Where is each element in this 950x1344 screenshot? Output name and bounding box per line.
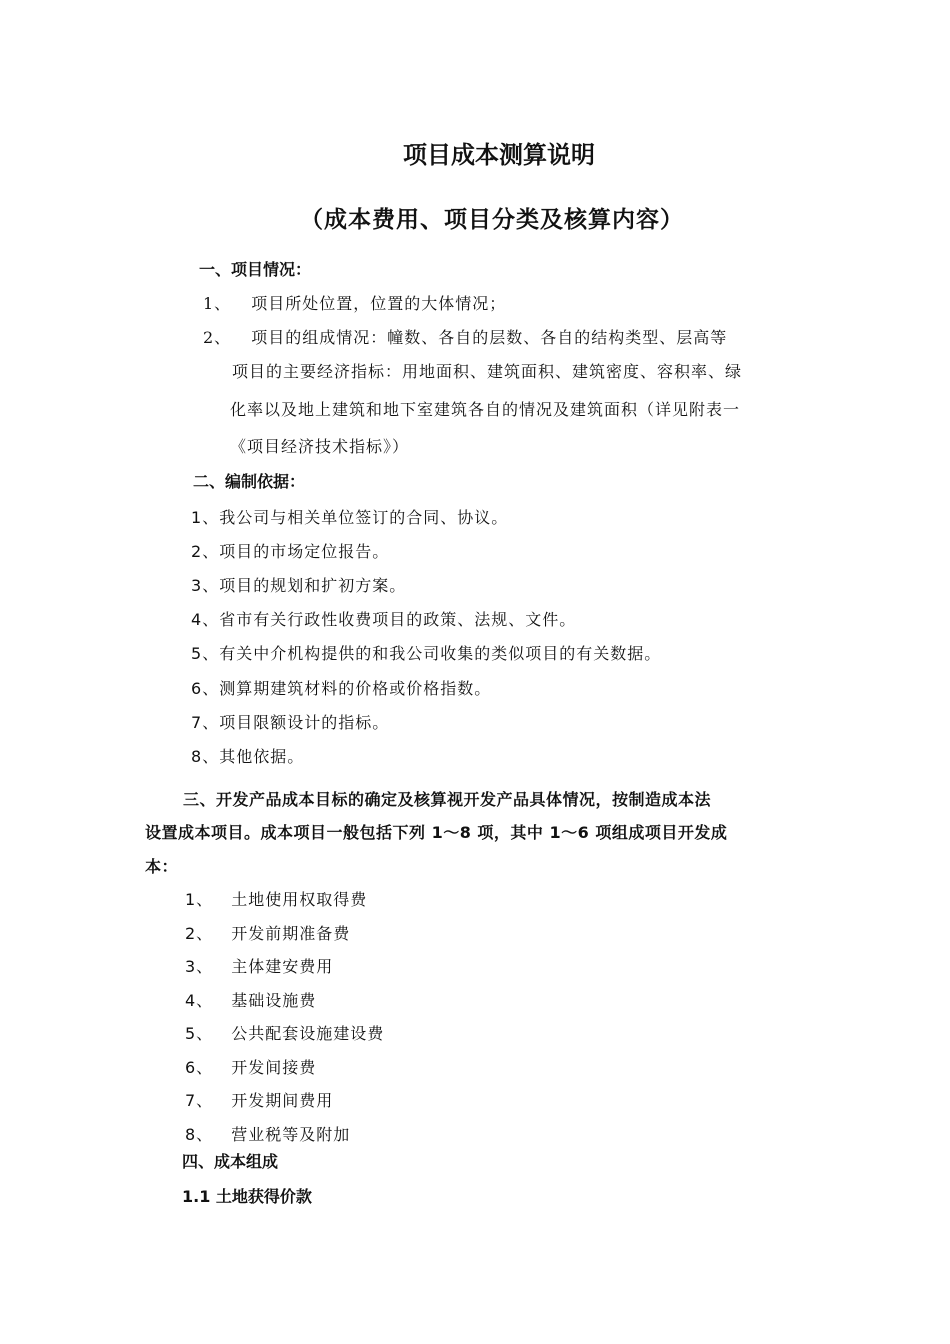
list-item: [191, 641, 661, 664]
list-item: [185, 887, 367, 910]
list-item: [191, 539, 389, 562]
item-number: 1、: [185, 890, 214, 909]
item-number: 2: [191, 542, 203, 561]
item-text: 项目的组成情况：幢数、各自的层数、各自的结构类型、层高等: [251, 328, 728, 347]
list-item: [191, 607, 576, 630]
item-number: 5、: [185, 1024, 214, 1043]
item-number: 8、: [185, 1125, 214, 1144]
page-title: 项目成本测算说明: [403, 141, 595, 169]
item-number: 4: [191, 610, 203, 629]
section3-line: 设置成本项目。成本项目一般包括下列 1～8 项，其中 1～6 项组成项目开发成: [145, 823, 728, 842]
item-text: 土地使用权取得费: [231, 890, 368, 909]
item-number: 2、: [185, 924, 214, 943]
item-text: 、其他依据。: [202, 747, 305, 766]
item-number: 6: [191, 679, 203, 698]
item-text: 开发期间费用: [231, 1091, 334, 1110]
list-item: [185, 1021, 384, 1044]
list-item: [185, 921, 350, 944]
item-text: 、项目的市场定位报告。: [202, 542, 390, 561]
item-number: 1、: [203, 294, 232, 313]
item-text: 公共配套设施建设费: [231, 1024, 385, 1043]
item-text: 项目所处位置，位置的大体情况；: [251, 294, 507, 313]
item-number: 3、: [185, 957, 214, 976]
item-text: 开发前期准备费: [231, 924, 351, 943]
section4-heading: 四、成本组成: [182, 1152, 279, 1171]
item-number: 1: [191, 508, 203, 527]
list-item: [185, 1088, 333, 1111]
paragraph-line: 项目的主要经济指标：用地面积、建筑面积、建筑密度、容积率、绿: [232, 362, 743, 381]
item-number: 2、: [203, 328, 232, 347]
paragraph-line: 《项目经济技术指标》）: [230, 437, 410, 456]
list-item: [191, 676, 491, 699]
section4-subheading: 1.1 土地获得价款: [182, 1187, 312, 1206]
section1-heading: 一、项目情况：: [199, 260, 312, 279]
item-number: 3: [191, 576, 203, 595]
item-text: 、测算期建筑材料的价格或价格指数。: [202, 679, 492, 698]
item-text: 开发间接费: [231, 1058, 317, 1077]
section3-line: 本：: [145, 857, 179, 876]
list-item: [203, 291, 506, 314]
item-number: 5: [191, 644, 203, 663]
list-item: [185, 988, 316, 1011]
item-number: 7、: [185, 1091, 214, 1110]
item-text: 基础设施费: [231, 991, 317, 1010]
list-item: [203, 325, 727, 348]
item-text: 、项目限额设计的指标。: [202, 713, 390, 732]
item-number: 6、: [185, 1058, 214, 1077]
section2-heading: 二、编制依据：: [193, 472, 306, 491]
list-item: [191, 744, 304, 767]
page-subtitle: （成本费用、项目分类及核算内容）: [300, 206, 684, 233]
section3-line: 三、开发产品成本目标的确定及核算视开发产品具体情况，按制造成本法: [183, 790, 712, 809]
list-item: [185, 954, 333, 977]
list-item: [191, 505, 508, 528]
item-text: 营业税等及附加: [231, 1125, 351, 1144]
item-text: 、我公司与相关单位签订的合同、协议。: [202, 508, 509, 527]
item-number: 8: [191, 747, 203, 766]
list-item: [185, 1122, 350, 1145]
item-number: 4、: [185, 991, 214, 1010]
item-text: 主体建安费用: [231, 957, 334, 976]
list-item: [185, 1055, 316, 1078]
item-text: 、有关中介机构提供的和我公司收集的类似项目的有关数据。: [202, 644, 662, 663]
item-text: 、省市有关行政性收费项目的政策、法规、文件。: [202, 610, 577, 629]
item-number: 7: [191, 713, 203, 732]
item-text: 、项目的规划和扩初方案。: [202, 576, 407, 595]
list-item: [191, 573, 406, 596]
list-item: [191, 710, 389, 733]
paragraph-line: 化率以及地上建筑和地下室建筑各自的情况及建筑面积（详见附表一: [230, 400, 741, 419]
